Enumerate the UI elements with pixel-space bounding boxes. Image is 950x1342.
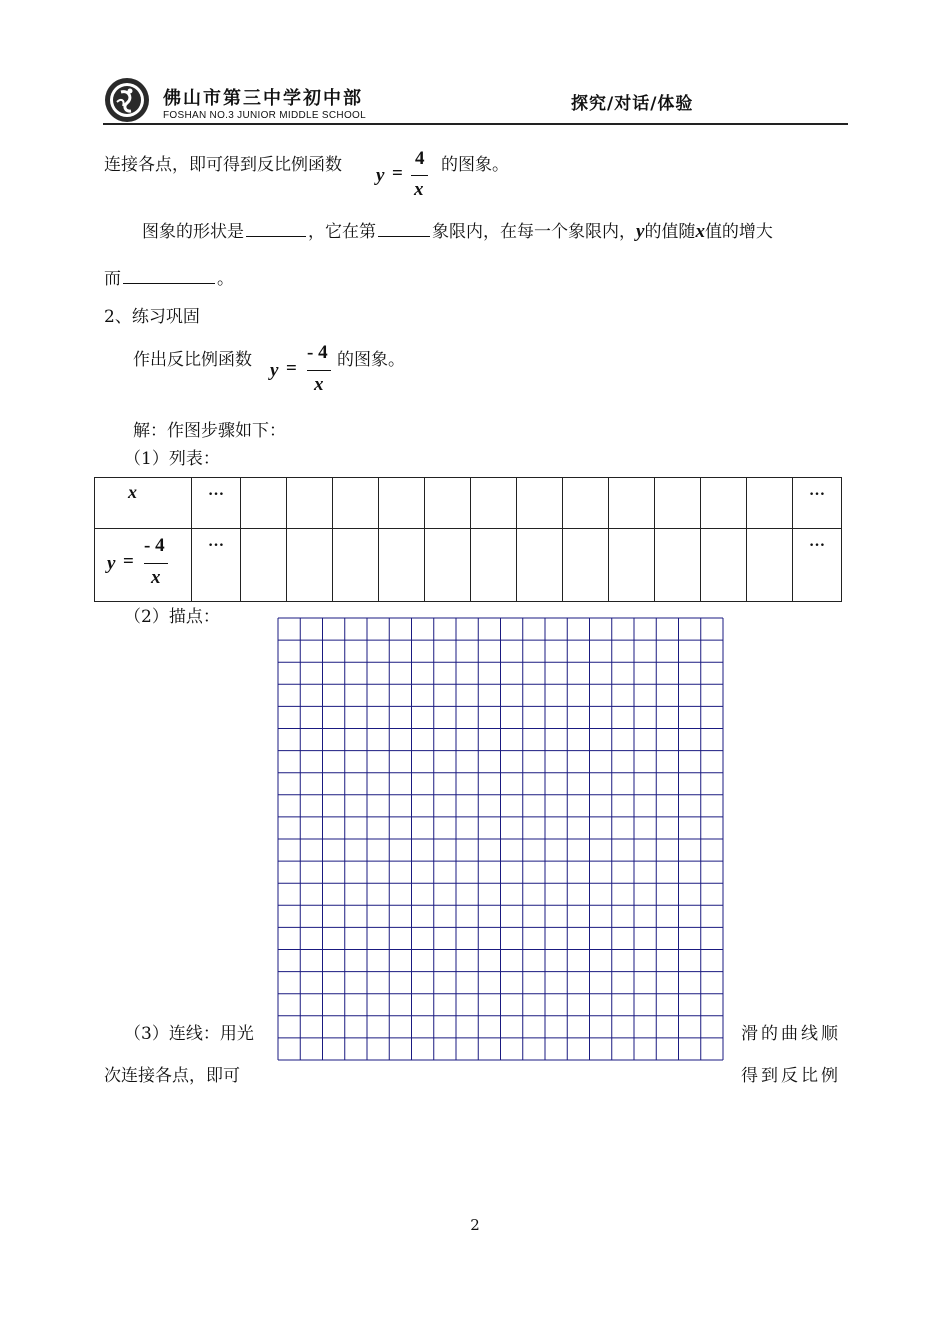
y-value-cell[interactable] xyxy=(609,529,655,602)
table-row xyxy=(95,529,842,602)
school-name-en: FOSHAN NO.3 JUNIOR MIDDLE SCHOOL xyxy=(163,110,366,121)
paragraph-1 xyxy=(104,150,342,175)
solution-intro: 解：作图步骤如下： xyxy=(133,421,286,441)
x-value-cell[interactable] xyxy=(241,478,287,529)
formula-y-equals-4-over-x: y = 4 x xyxy=(376,148,436,200)
exercise-suffix: 的图象。 xyxy=(337,350,405,370)
exercise-text: 作出反比例函数 xyxy=(133,350,252,370)
y-value-cell[interactable] xyxy=(563,529,609,602)
value-table xyxy=(94,477,842,602)
p1-suffix: 的图象。 xyxy=(441,155,509,175)
y-value-cell[interactable] xyxy=(655,529,701,602)
y-value-cell[interactable] xyxy=(241,529,287,602)
p1-text: 连接各点，即可得到反比例函数 xyxy=(104,155,342,175)
y-value-cell[interactable] xyxy=(701,529,747,602)
step-1-label: （1）列表： xyxy=(124,449,220,469)
formula-y-equals-minus4-over-x: y = - 4 x xyxy=(270,342,336,396)
step-3-left-line-2: 次连接各点，即可 xyxy=(104,1066,240,1086)
paragraph-3: 而 。 xyxy=(104,264,234,289)
x-value-cell[interactable] xyxy=(701,478,747,529)
y-value-cell[interactable] xyxy=(287,529,333,602)
formula-y-equals-minus4-over-x: y = - 4 x xyxy=(107,535,177,589)
ellipsis-cell: … xyxy=(793,478,842,529)
paragraph-2: 图象的形状是 ，它在第 象限内，在每一个象限内，y的值随x值的增大 xyxy=(142,217,773,243)
x-value-cell[interactable] xyxy=(379,478,425,529)
y-value-cell[interactable] xyxy=(333,529,379,602)
header-motto: 探究/对话/体验 xyxy=(571,94,694,114)
blank-shape xyxy=(246,218,306,237)
section-2-title: 2、练习巩固 xyxy=(104,307,200,327)
x-value-cell[interactable] xyxy=(655,478,701,529)
x-value-cell[interactable] xyxy=(471,478,517,529)
table-row xyxy=(95,478,842,529)
x-value-cell[interactable] xyxy=(287,478,333,529)
y-value-cell[interactable] xyxy=(425,529,471,602)
x-value-cell[interactable] xyxy=(425,478,471,529)
x-header-cell: x xyxy=(95,478,192,529)
y-value-cell[interactable] xyxy=(379,529,425,602)
step-2-label: （2）描点： xyxy=(124,607,220,627)
ellipsis-cell: … xyxy=(192,478,241,529)
x-value-cell[interactable] xyxy=(333,478,379,529)
y-value-cell[interactable] xyxy=(471,529,517,602)
school-logo xyxy=(103,76,151,124)
step-3-right-line-1: 滑的曲线顺 xyxy=(741,1024,841,1044)
graph-paper-grid[interactable] xyxy=(277,617,724,1061)
x-value-cell[interactable] xyxy=(517,478,563,529)
x-value-cell[interactable] xyxy=(563,478,609,529)
page-number: 2 xyxy=(470,1216,480,1234)
y-value-cell[interactable] xyxy=(517,529,563,602)
x-value-cell[interactable] xyxy=(747,478,793,529)
step-3-left-line-1: （3）连线：用光 xyxy=(124,1024,254,1044)
header-divider xyxy=(103,123,848,125)
y-value-cell[interactable] xyxy=(747,529,793,602)
ellipsis-cell: … xyxy=(793,529,842,602)
step-3-right-line-2: 得到反比例 xyxy=(741,1066,841,1086)
ellipsis-cell: … xyxy=(192,529,241,602)
x-value-cell[interactable] xyxy=(609,478,655,529)
blank-quadrant xyxy=(378,218,430,237)
y-header-cell xyxy=(95,529,192,602)
blank-trend xyxy=(123,265,215,284)
school-name-cn: 佛山市第三中学初中部 xyxy=(163,88,363,109)
